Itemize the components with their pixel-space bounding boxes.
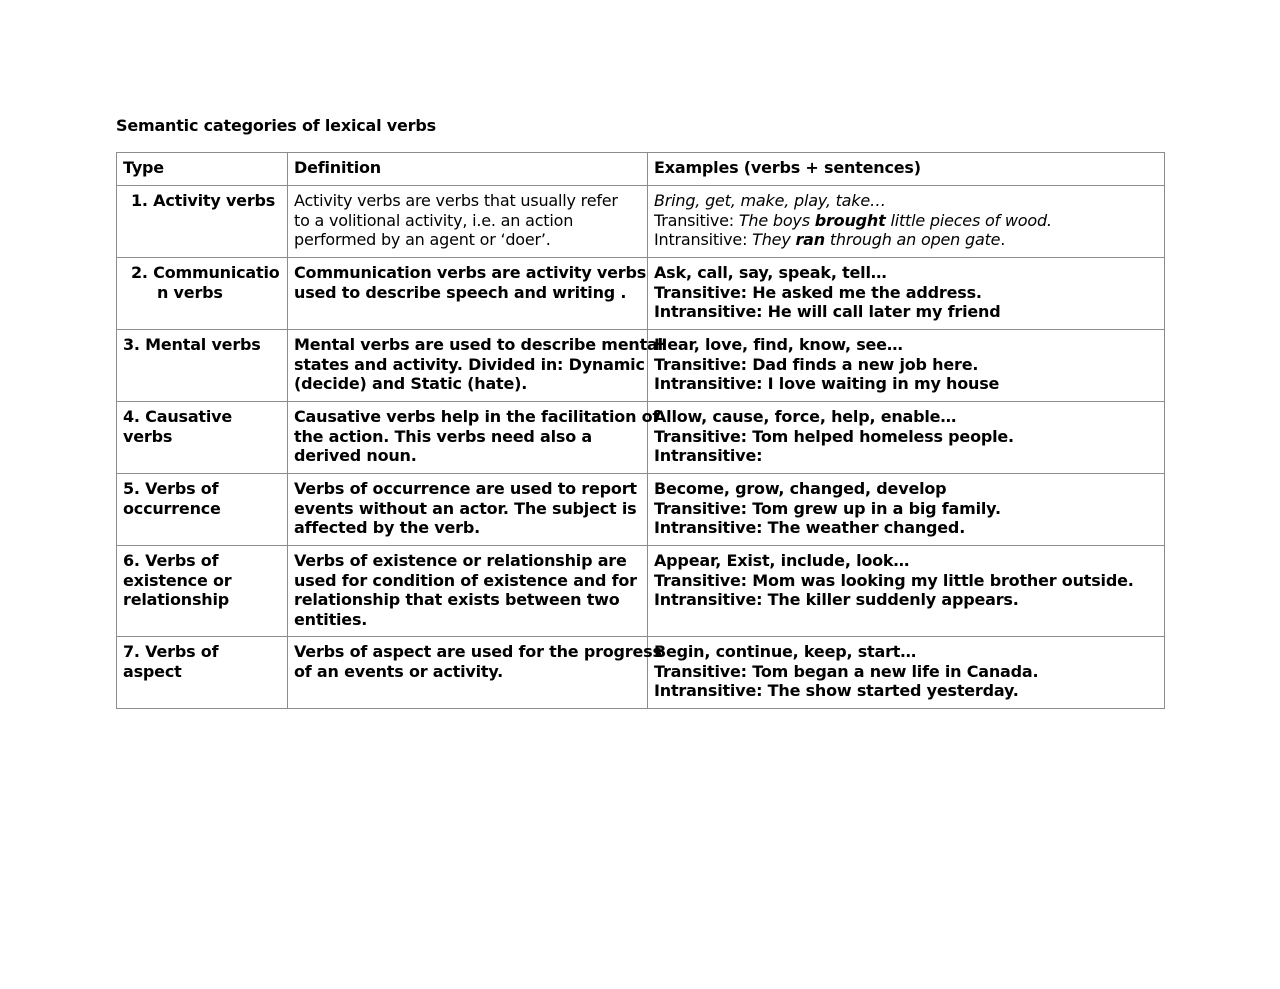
definition-cell (288, 330, 663, 402)
definition-line: Verbs of existence or relationship are (294, 551, 627, 570)
definition-line: performed by an agent or ‘doer’. (294, 230, 551, 249)
definition-cell (288, 474, 648, 546)
definition-line: relationship that exists between two (294, 590, 620, 609)
example-verbs: Ask, call, say, speak, tell… (654, 263, 887, 282)
definition-line: used to describe speech and writing . (294, 282, 627, 302)
definition-cell (288, 402, 660, 474)
definition-line: Verbs of occurrence are used to report (294, 479, 637, 498)
type-label: 4. Causative (123, 407, 233, 426)
example-intransitive: Intransitive: I love waiting in my house (654, 374, 1000, 393)
example-verbs: Allow, cause, force, help, enable… (654, 407, 957, 426)
example-intransitive: Intransitive: The killer suddenly appears. (654, 590, 1019, 609)
definition-line: derived noun. (294, 446, 417, 465)
example-intransitive: Intransitive: He will call later my friend (654, 302, 1001, 321)
header-type: Type (117, 153, 288, 186)
type-label: 1. Activity verbs (131, 191, 276, 210)
example-intransitive: Intransitive: They ran through an open gate. (654, 230, 1006, 249)
type-cell (117, 330, 288, 402)
page-title: Semantic categories of lexical verbs (116, 116, 436, 135)
definition-line: events without an actor. The subject is (294, 498, 637, 518)
type-label-cont: n verbs (157, 282, 223, 302)
type-label-cont: verbs (123, 426, 173, 446)
header-definition: Definition (288, 153, 648, 186)
example-intransitive: Intransitive: (654, 446, 763, 465)
definition-line: of an events or activity. (294, 661, 504, 681)
type-cell (117, 186, 288, 258)
example-verbs: Become, grow, changed, develop (654, 479, 947, 498)
verb-categories-table (116, 152, 1165, 709)
type-cell (117, 546, 288, 637)
table-row (117, 258, 1165, 330)
example-verbs: Hear, love, find, know, see… (654, 335, 903, 354)
table-row (117, 186, 1165, 258)
examples-cell (648, 474, 1165, 546)
type-label: 2. Communicatio (131, 263, 280, 282)
definition-cell (288, 546, 648, 637)
examples-cell (648, 637, 1165, 709)
example-transitive: Transitive: Dad finds a new job here. (654, 354, 979, 374)
examples-cell (648, 330, 1165, 402)
type-label-cont: relationship (123, 590, 229, 609)
type-cell (117, 402, 288, 474)
definition-line: Communication verbs are activity verbs (294, 263, 647, 282)
example-verbs: Bring, get, make, play, take… (654, 191, 886, 210)
header-examples: Examples (verbs + sentences) (648, 153, 1165, 186)
type-cell (117, 258, 288, 330)
definition-line: used for condition of existence and for (294, 570, 637, 590)
type-label-cont: occurrence (123, 498, 221, 518)
example-transitive: Transitive: Tom began a new life in Canada. (654, 661, 1039, 681)
type-label: 5. Verbs of (123, 479, 219, 498)
type-label: 6. Verbs of (123, 551, 219, 570)
definition-line: entities. (294, 609, 368, 629)
table-row (117, 402, 1165, 474)
example-transitive: Transitive: The boys brought little pieces of wood. (654, 210, 1052, 230)
definition-line: Activity verbs are verbs that usually refer (294, 191, 618, 210)
definition-line: (decide) and Static (hate). (294, 374, 528, 393)
example-verbs: Appear, Exist, include, look… (654, 551, 910, 570)
examples-cell (648, 546, 1165, 637)
definition-line: Verbs of aspect are used for the progress (294, 642, 662, 661)
definition-line: Causative verbs help in the facilitation of (294, 407, 660, 426)
table-row (117, 330, 1165, 402)
definition-line: Mental verbs are used to describe mental (294, 335, 663, 354)
definition-cell (288, 258, 648, 330)
table-row (117, 546, 1165, 637)
examples-cell (648, 402, 1165, 474)
type-cell (117, 474, 288, 546)
type-label-cont: existence or (123, 570, 232, 590)
examples-cell (648, 258, 1165, 330)
example-transitive: Transitive: Mom was looking my little brother outside. (654, 570, 1134, 590)
definition-cell (288, 637, 662, 709)
definition-line: the action. This verbs need also a (294, 426, 592, 446)
type-label-cont: aspect (123, 661, 182, 681)
definition-cell (288, 186, 648, 258)
type-label: 3. Mental verbs (123, 335, 261, 354)
example-verbs: Begin, continue, keep, start… (654, 642, 917, 661)
definition-line: states and activity. Divided in: Dynamic (294, 354, 645, 374)
example-transitive: Transitive: He asked me the address. (654, 282, 982, 302)
example-transitive: Transitive: Tom grew up in a big family. (654, 498, 1001, 518)
example-intransitive: Intransitive: The show started yesterday. (654, 681, 1019, 700)
table-row (117, 474, 1165, 546)
definition-line: to a volitional activity, i.e. an action (294, 210, 574, 230)
type-cell (117, 637, 288, 709)
table-header-row (117, 153, 1165, 186)
example-transitive: Transitive: Tom helped homeless people. (654, 426, 1014, 446)
example-intransitive: Intransitive: The weather changed. (654, 518, 966, 537)
definition-line: affected by the verb. (294, 518, 480, 537)
type-label: 7. Verbs of (123, 642, 219, 661)
table-row (117, 637, 1165, 709)
examples-cell (648, 186, 1165, 258)
